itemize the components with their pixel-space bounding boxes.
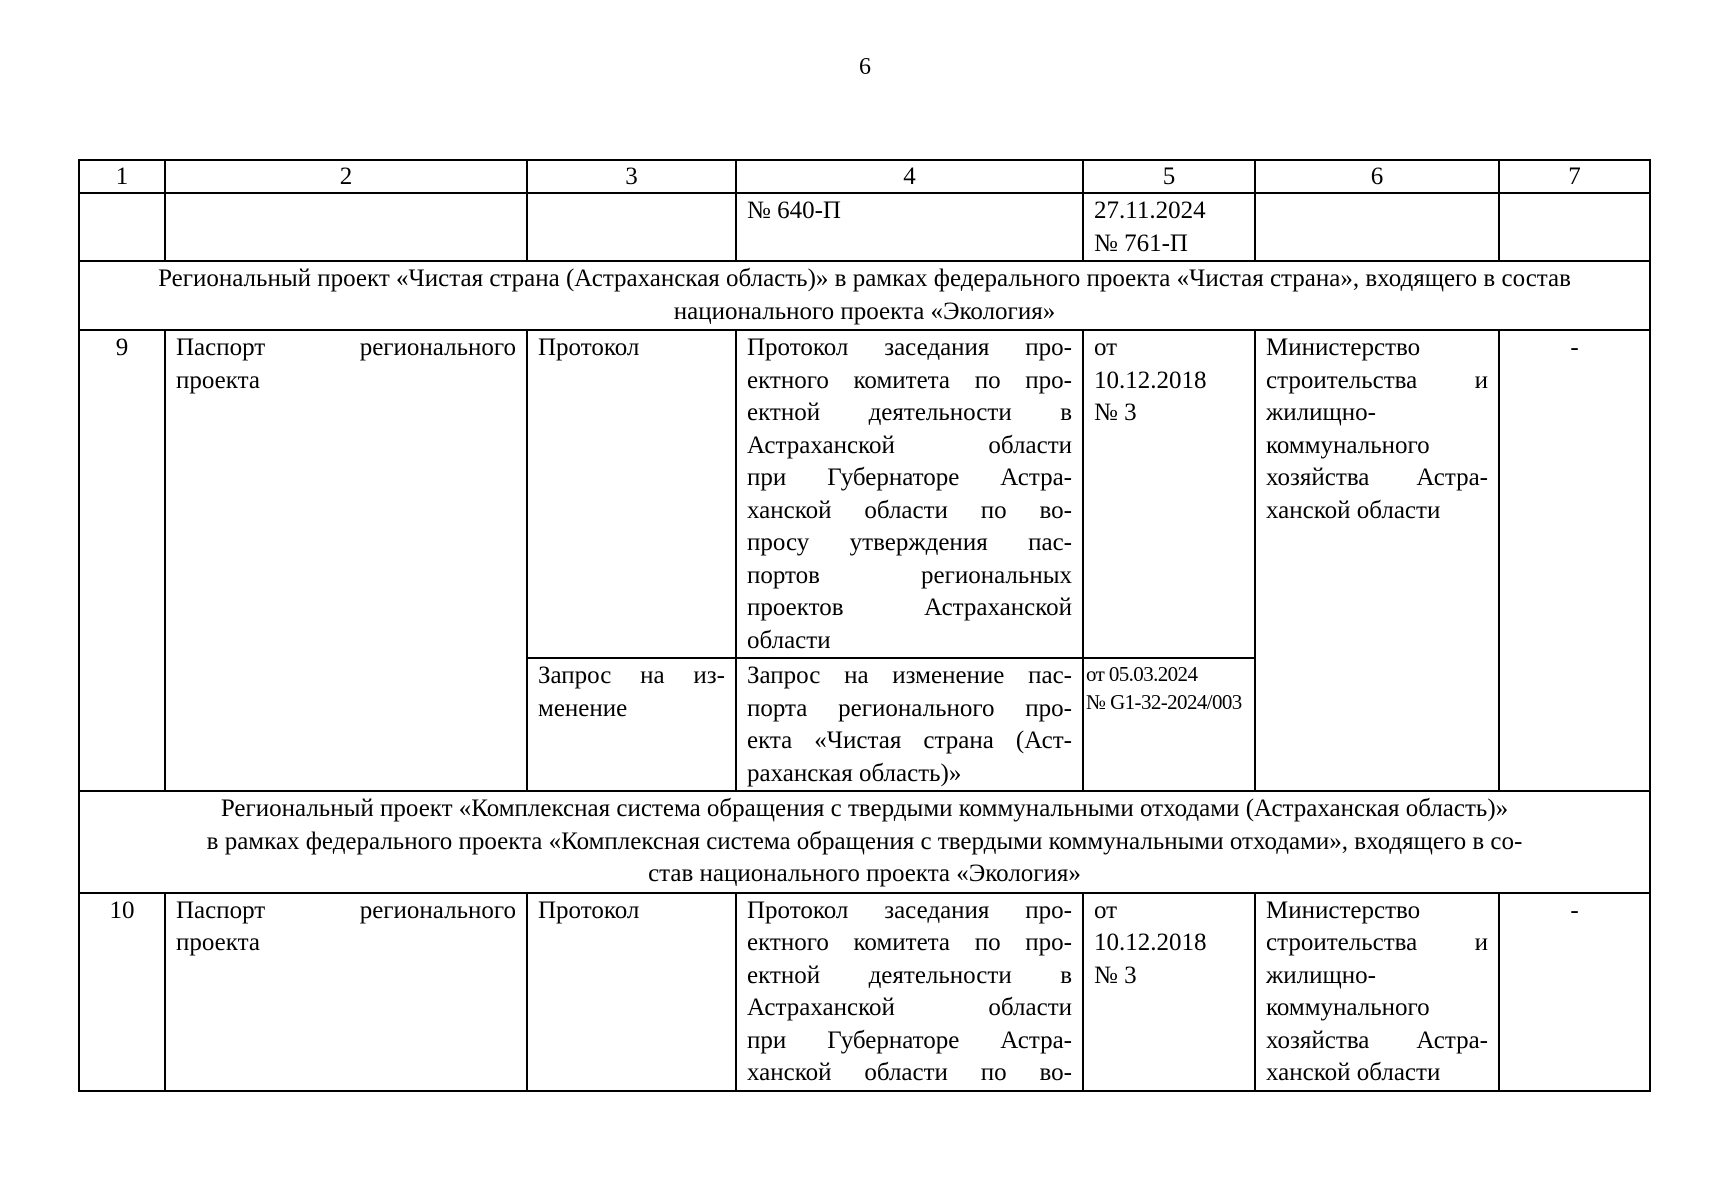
table-row (79, 893, 1650, 1091)
notes-cell: - (1499, 893, 1650, 1091)
row-number: 9 (79, 330, 165, 791)
document-date-number: от 05.03.2024 № G1-32-2024/003 (1083, 658, 1255, 791)
section-title: Региональный проект «Комплексная система обращения с твердыми коммунальными отходами (Астраханская область)» в рамках федерального проекта «Комплексная система обращения с твердыми коммунальными отходами», входящего в со- став национального проекта «Экология» (79, 791, 1650, 893)
row-number: 10 (79, 893, 165, 1091)
column-number: 5 (1083, 160, 1255, 193)
document-description: Протокол заседания про- ектного комитета по про- ектной деятельности в Астраханской области при Губернаторе Астра- ханской области по во- просу утверждения пас- портов региональных проектов Астраханской области (736, 330, 1083, 658)
notes-cell: - (1499, 330, 1650, 791)
responsible-body: Министерство строительства и жилищно- коммунального хозяйства Астра- ханской области (1255, 893, 1499, 1091)
document-type: Протокол (527, 893, 736, 1091)
document-date-number: 27.11.2024 № 761-П (1083, 193, 1255, 261)
document-date-number: от 10.12.2018 № 3 (1083, 893, 1255, 1091)
section-header-row (79, 791, 1650, 893)
document-name: Паспорт регионального проекта (165, 893, 527, 1091)
document-details: № 640-П (736, 193, 1083, 261)
document-type: Протокол (527, 330, 736, 658)
column-number: 6 (1255, 160, 1499, 193)
column-number: 2 (165, 160, 527, 193)
column-number: 7 (1499, 160, 1650, 193)
document-description: Протокол заседания про- ектного комитета по про- ектной деятельности в Астраханской области при Губернаторе Астра- ханской области по во- (736, 893, 1083, 1091)
responsible-body: Министерство строительства и жилищно- коммунального хозяйства Астра- ханской области (1255, 330, 1499, 791)
column-number-row (79, 160, 1650, 193)
table-row-continued (79, 193, 1650, 261)
column-number: 1 (79, 160, 165, 193)
document-date-number: от 10.12.2018 № 3 (1083, 330, 1255, 658)
column-number: 3 (527, 160, 736, 193)
page-number: 6 (859, 54, 871, 80)
table-row (79, 330, 1650, 658)
document-description: Запрос на изменение пас- порта регионального про- екта «Чистая страна (Аст- раханская область)» (736, 658, 1083, 791)
column-number: 4 (736, 160, 1083, 193)
section-title: Региональный проект «Чистая страна (Астраханская область)» в рамках федерального проекта «Чистая страна», входящего в состав национального проекта «Экология» (79, 261, 1650, 330)
registry-table (78, 159, 1651, 1092)
document-name: Паспорт регионального проекта (165, 330, 527, 791)
section-header-row (79, 261, 1650, 330)
document-type: Запрос на из- менение (527, 658, 736, 791)
